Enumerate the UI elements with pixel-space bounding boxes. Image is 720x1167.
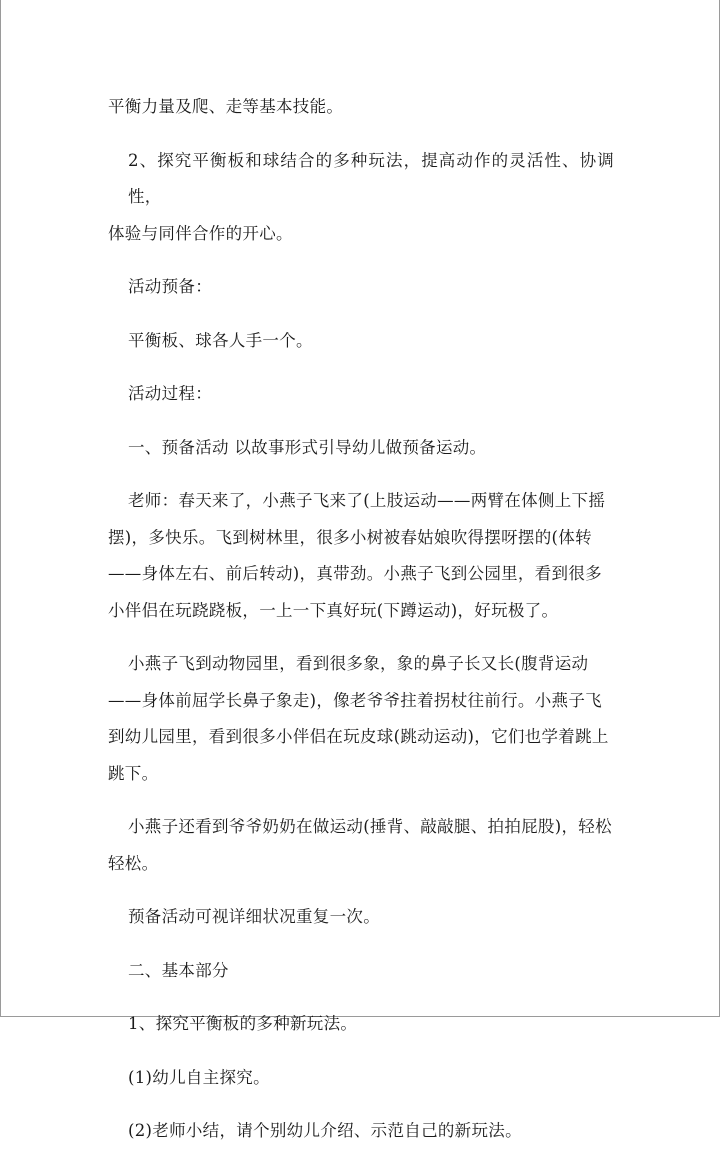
text-line: 活动过程： bbox=[128, 384, 212, 403]
paragraph-4 bbox=[108, 323, 614, 360]
text-line: 平衡板、球各人手一个。 bbox=[128, 330, 313, 350]
paragraph-12 bbox=[108, 1006, 614, 1043]
paragraph-1 bbox=[108, 89, 614, 126]
paragraph-9 bbox=[108, 809, 614, 882]
text-line: 轻松。 bbox=[108, 853, 159, 873]
text-line: 体验与同伴合作的开心。 bbox=[108, 223, 293, 243]
paragraph-8 bbox=[108, 646, 614, 792]
text-line: 到幼儿园里，看到很多小伴侣在玩皮球(跳动运动)，它们也学着跳上 bbox=[108, 727, 609, 746]
text-line: ——身体前屈学长鼻子象走)，像老爷爷拄着拐杖往前行。小燕子飞 bbox=[108, 690, 602, 710]
text-line: 小伴侣在玩跷跷板，一上一下真好玩(下蹲运动)，好玩极了。 bbox=[108, 600, 559, 620]
paragraph-10 bbox=[108, 899, 614, 936]
paragraph-11 bbox=[108, 953, 614, 990]
paragraph-14 bbox=[108, 1113, 614, 1150]
paragraph-3 bbox=[108, 269, 614, 306]
paragraph-5 bbox=[108, 376, 614, 413]
document-body bbox=[108, 89, 614, 1167]
text-line: 摆)，多快乐。飞到树林里，很多小树被春姑娘吹得摆呀摆的(体转 bbox=[108, 527, 592, 547]
text-line: (2)老师小结，请个别幼儿介绍、示范自己的新玩法。 bbox=[128, 1121, 522, 1140]
text-line: ——身体左右、前后转动)，真带劲。小燕子飞到公园里，看到很多 bbox=[108, 564, 602, 583]
text-line: 二、基本部分 bbox=[128, 960, 229, 980]
text-line: 活动预备： bbox=[128, 277, 212, 296]
text-line: 预备活动可视详细状况重复一次。 bbox=[128, 907, 380, 926]
paragraph-2 bbox=[108, 143, 614, 253]
text-line: (1)幼儿自主探究。 bbox=[128, 1067, 270, 1087]
text-line: 一、预备活动 以故事形式引导幼儿做预备运动。 bbox=[128, 437, 487, 457]
text-line: 老师：春天来了，小燕子飞来了(上肢运动——两臂在体侧上下摇 bbox=[128, 491, 606, 510]
text-line: 小燕子飞到动物园里，看到很多象，象的鼻子长又长(腹背运动 bbox=[128, 654, 589, 673]
text-line: 1、探究平衡板的多种新玩法。 bbox=[128, 1014, 358, 1033]
paragraph-7 bbox=[108, 483, 614, 629]
paragraph-13 bbox=[108, 1060, 614, 1097]
text-line: 2、探究平衡板和球结合的多种玩法，提高动作的灵活性、协调性， bbox=[128, 150, 614, 206]
text-line: 跳下。 bbox=[108, 763, 159, 783]
paragraph-6 bbox=[108, 430, 614, 467]
text-line: 平衡力量及爬、走等基本技能。 bbox=[108, 97, 344, 116]
text-line: 小燕子还看到爷爷奶奶在做运动(捶背、敲敲腿、拍拍屁股)，轻松 bbox=[128, 817, 612, 836]
